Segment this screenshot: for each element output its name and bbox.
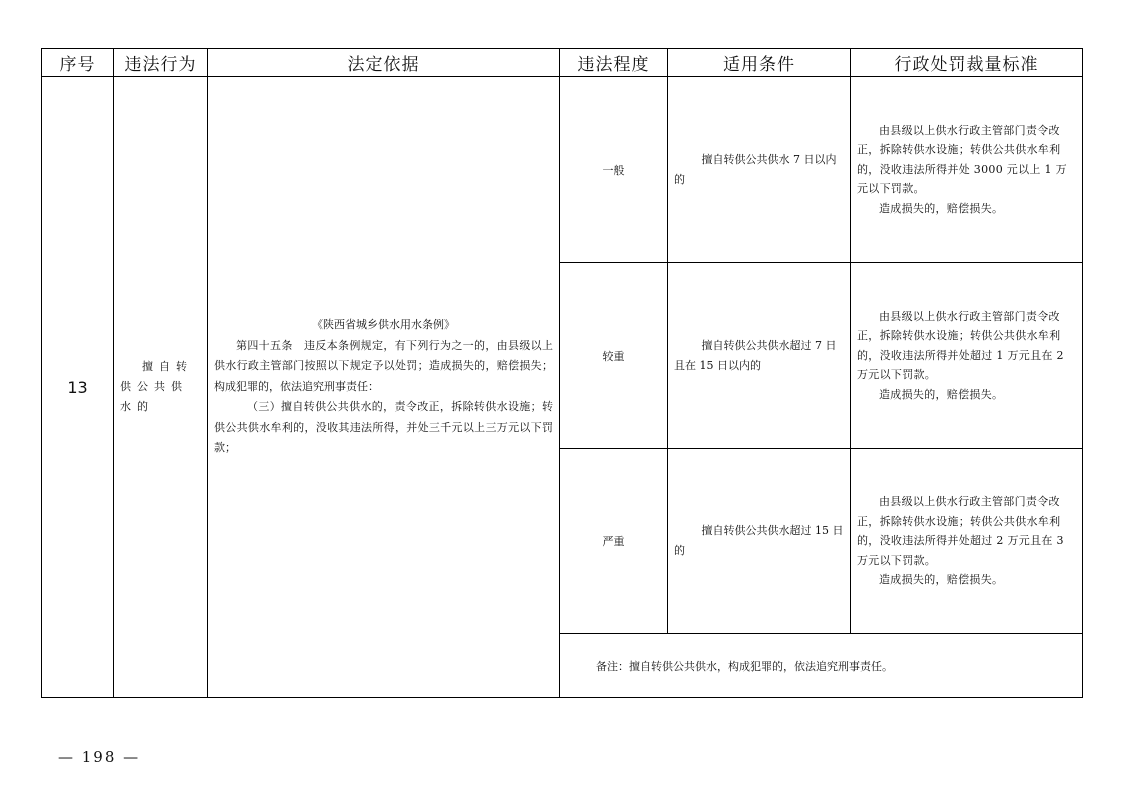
basis-item-text: （三）擅自转供公共供水的，责令改正，拆除转供水设施；转供公共供水牟利的，没收其违法所得，并处三千元以上三万元以下罚款； <box>214 400 553 455</box>
standard-general <box>851 77 1083 263</box>
violation-act <box>114 77 208 698</box>
condition-severe <box>668 449 851 634</box>
remark-note: 备注：擅自转供公共供水，构成犯罪的，依法追究刑事责任。 <box>560 634 1083 698</box>
table-row-general <box>42 77 1083 263</box>
degree-severe: 严重 <box>560 449 668 634</box>
standard-severe-main: 由县级以上供水行政主管部门责令改正，拆除转供水设施；转供公共供水牟利的，没收违法所得并处超过 2 万元且在 3 万元以下罚款。 <box>857 495 1064 567</box>
header-act: 违法行为 <box>114 49 208 77</box>
condition-severe-text: 擅自转供公共供水超过 15 日的 <box>674 524 844 557</box>
seq-number: 13 <box>42 77 114 698</box>
basis-regulation-title: 《陕西省城乡供水用水条例》 <box>312 318 455 332</box>
condition-general <box>668 77 851 263</box>
penalty-table <box>41 48 1083 698</box>
standard-general-loss: 造成损失的，赔偿损失。 <box>879 201 1004 215</box>
header-condition: 适用条件 <box>668 49 851 77</box>
legal-basis <box>208 77 560 698</box>
condition-serious <box>668 263 851 449</box>
standard-serious-loss: 造成损失的，赔偿损失。 <box>879 387 1004 401</box>
condition-general-text: 擅自转供公共供水 7 日以内的 <box>674 152 837 186</box>
standard-general-main: 由县级以上供水行政主管部门责令改正，拆除转供水设施；转供公共供水牟利的，没收违法所得并处 3000 元以上 1 万元以下罚款。 <box>857 123 1067 196</box>
violation-act-text: 擅自转供公共供水的 <box>120 360 193 413</box>
basis-article-text: 第四十五条 违反本条例规定，有下列行为之一的，由县级以上供水行政主管部门按照以下规定予以处罚；造成损失的，赔偿损失；构成犯罪的，依法追究刑事责任： <box>214 338 553 393</box>
degree-serious: 较重 <box>560 263 668 449</box>
standard-severe-loss: 造成损失的，赔偿损失。 <box>879 573 1004 587</box>
header-standard: 行政处罚裁量标准 <box>851 49 1083 77</box>
table-header-row <box>42 49 1083 77</box>
standard-serious-main: 由县级以上供水行政主管部门责令改正，拆除转供水设施；转供公共供水牟利的，没收违法所得并处超过 1 万元且在 2 万元以下罚款。 <box>857 309 1064 382</box>
standard-severe <box>851 449 1083 634</box>
page-number: — 198 — <box>58 748 141 766</box>
header-seq: 序号 <box>42 49 114 77</box>
condition-serious-text: 擅自转供公共供水超过 7 日且在 15 日以内的 <box>674 338 837 372</box>
header-degree: 违法程度 <box>560 49 668 77</box>
standard-serious <box>851 263 1083 449</box>
degree-general: 一般 <box>560 77 668 263</box>
header-basis: 法定依据 <box>208 49 560 77</box>
